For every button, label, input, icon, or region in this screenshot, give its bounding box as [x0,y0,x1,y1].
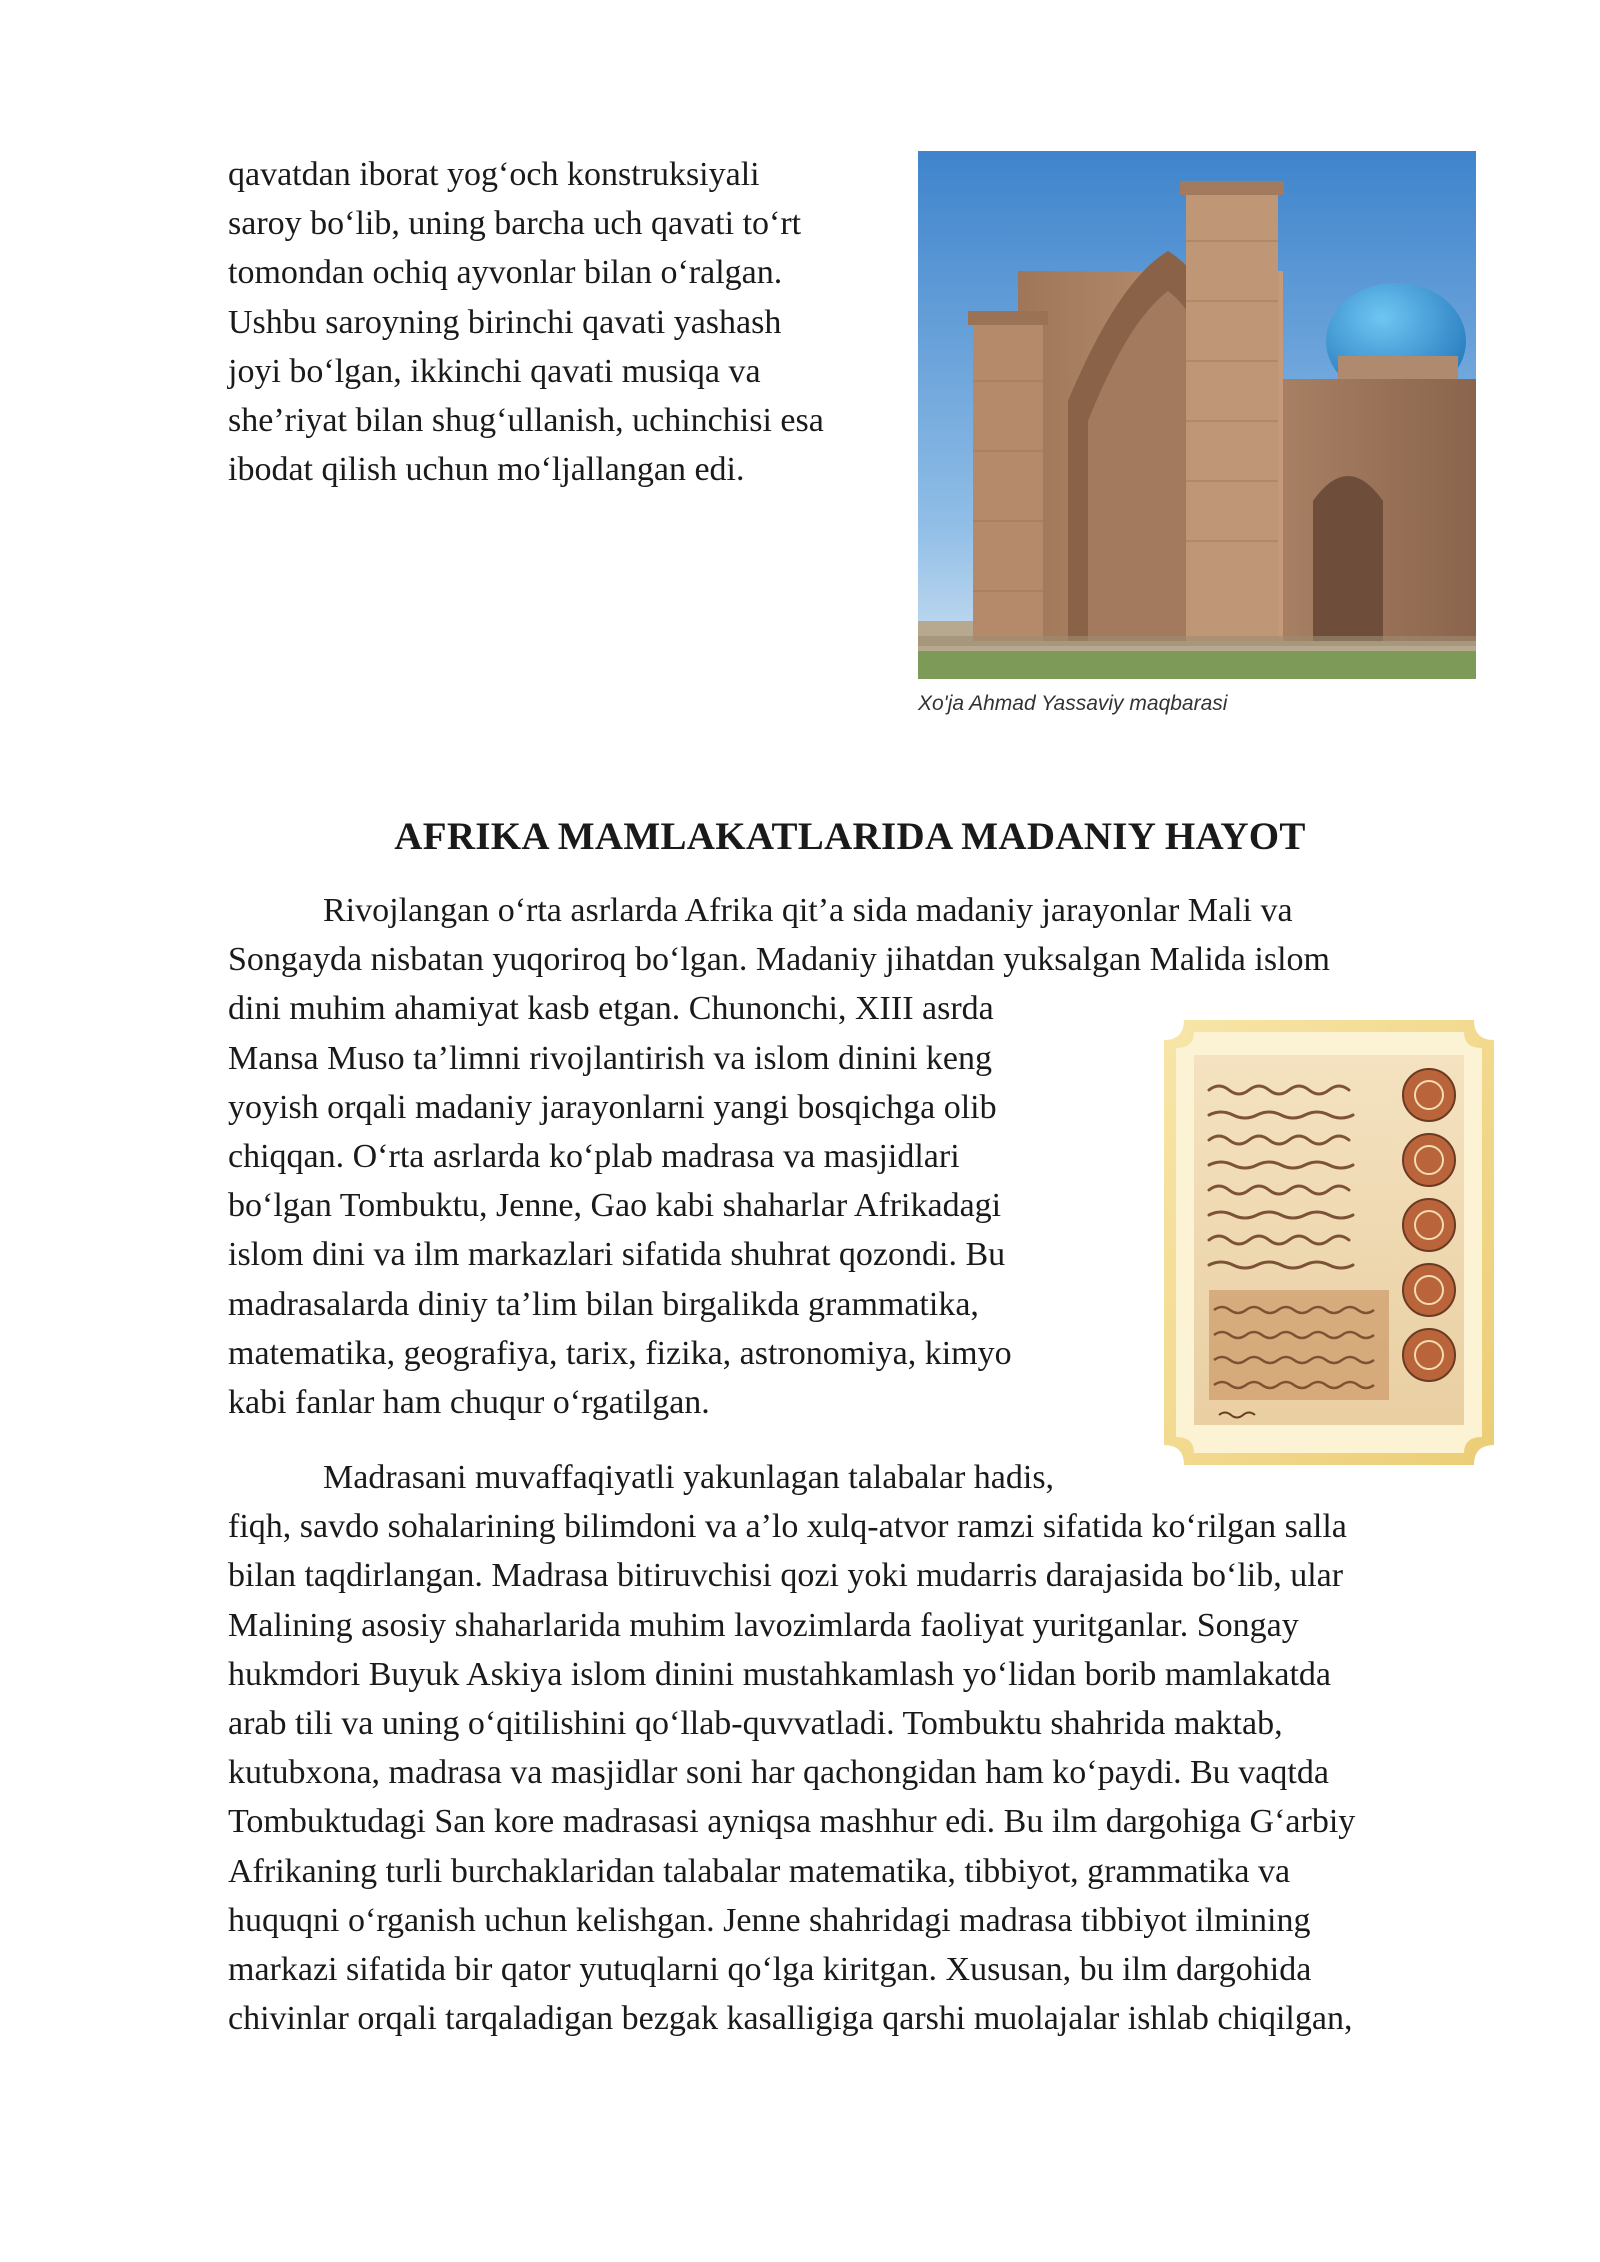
text-line: Rivojlangan o‘rta asrlarda Afrika qit’a sida madaniy jarayonlar Mali va [323,892,1293,929]
text-line: Madrasani muvaffaqiyatli yakunlagan talabalar hadis, [323,1459,1055,1496]
text-line: arab tili va uning o‘qitilishini qo‘llab-quvvatladi. Tombuktu shahrida maktab, [228,1705,1283,1743]
text-line: Songayda nisbatan yuqoriroq bo‘lgan. Madaniy jihatdan yuksalgan Malida islom [228,941,1330,979]
text-line: Tombuktudagi San kore madrasasi ayniqsa mashhur edi. Bu ilm dargohiga G‘arbiy [228,1803,1356,1841]
section-title: AFRIKA MAMLAKATLARIDA MADANIY HAYOT [394,815,1306,858]
text-line: tomondan ochiq ayvonlar bilan o‘ralgan. [228,254,783,292]
text-line: she’riyat bilan shug‘ullanish, uchinchisi esa [228,402,824,440]
mausoleum-photo [918,151,1476,679]
text-line: bilan taqdirlangan. Madrasa bitiruvchisi qozi yoki mudarris darajasida bo‘lib, ular [228,1557,1344,1595]
text-line: joyi bo‘lgan, ikkinchi qavati musiqa va [228,352,761,390]
manuscript-image [1164,1020,1494,1465]
mausoleum-caption: Xo'ja Ahmad Yassaviy maqbarasi [918,692,1228,715]
text-line: dini muhim ahamiyat kasb etgan. Chunonchi, XIII asrda [228,990,994,1028]
text-line: islom dini va ilm markazlari sifatida shuhrat qozondi. Bu [228,1236,1006,1274]
text-line: Ushbu saroyning birinchi qavati yashash [228,303,782,341]
text-line: chivinlar orqali tarqaladigan bezgak kasalligiga qarshi muolajalar ishlab chiqilgan, [228,2000,1353,2038]
text-line: bo‘lgan Tombuktu, Jenne, Gao kabi shaharlar Afrikadagi [228,1187,1002,1225]
intro-paragraph [228,150,908,494]
text-line: qavatdan iborat yog‘och konstruksiyali [228,156,760,193]
text-line: matematika, geografiya, tarix, fizika, astronomiya, kimyo [228,1334,1012,1372]
text-line: kutubxona, madrasa va masjidlar soni har qachongidan ham ko‘paydi. Bu vaqtda [228,1754,1329,1792]
text-line: kabi fanlar ham chuqur o‘rgatilgan. [228,1384,710,1422]
text-line: Malining asosiy shaharlarida muhim lavozimlarda faoliyat yuritganlar. Songay [228,1606,1299,1644]
text-line: Afrikaning turli burchaklaridan talabalar matematika, tibbiyot, grammatika va [228,1852,1291,1890]
text-line: madrasalarda diniy ta’lim bilan birgalikda grammatika, [228,1285,979,1323]
text-line: markazi sifatida bir qator yutuqlarni qo‘lga kiritgan. Xususan, bu ilm dargohida [228,1951,1312,1989]
text-line: yoyish orqali madaniy jarayonlarni yangi bosqichga olib [228,1088,997,1126]
text-line: ibodat qilish uchun mo‘ljallangan edi. [228,451,745,489]
text-line: Mansa Muso ta’limni rivojlantirish va islom dinini keng [228,1039,992,1077]
paragraph-2 [228,1453,1508,2043]
text-line: fiqh, savdo sohalarining bilimdoni va a’lo xulq-atvor ramzi sifatida ko‘rilgan salla [228,1508,1347,1546]
text-line: saroy bo‘lib, uning barcha uch qavati to‘rt [228,205,802,243]
text-line: chiqqan. O‘rta asrlarda ko‘plab madrasa va masjidlari [228,1138,960,1176]
text-line: huquqni o‘rganish uchun kelishgan. Jenne shahridagi madrasa tibbiyot ilmining [228,1901,1311,1939]
text-line: hukmdori Buyuk Askiya islom dinini mustahkamlash yo‘lidan borib mamlakatda [228,1655,1331,1693]
